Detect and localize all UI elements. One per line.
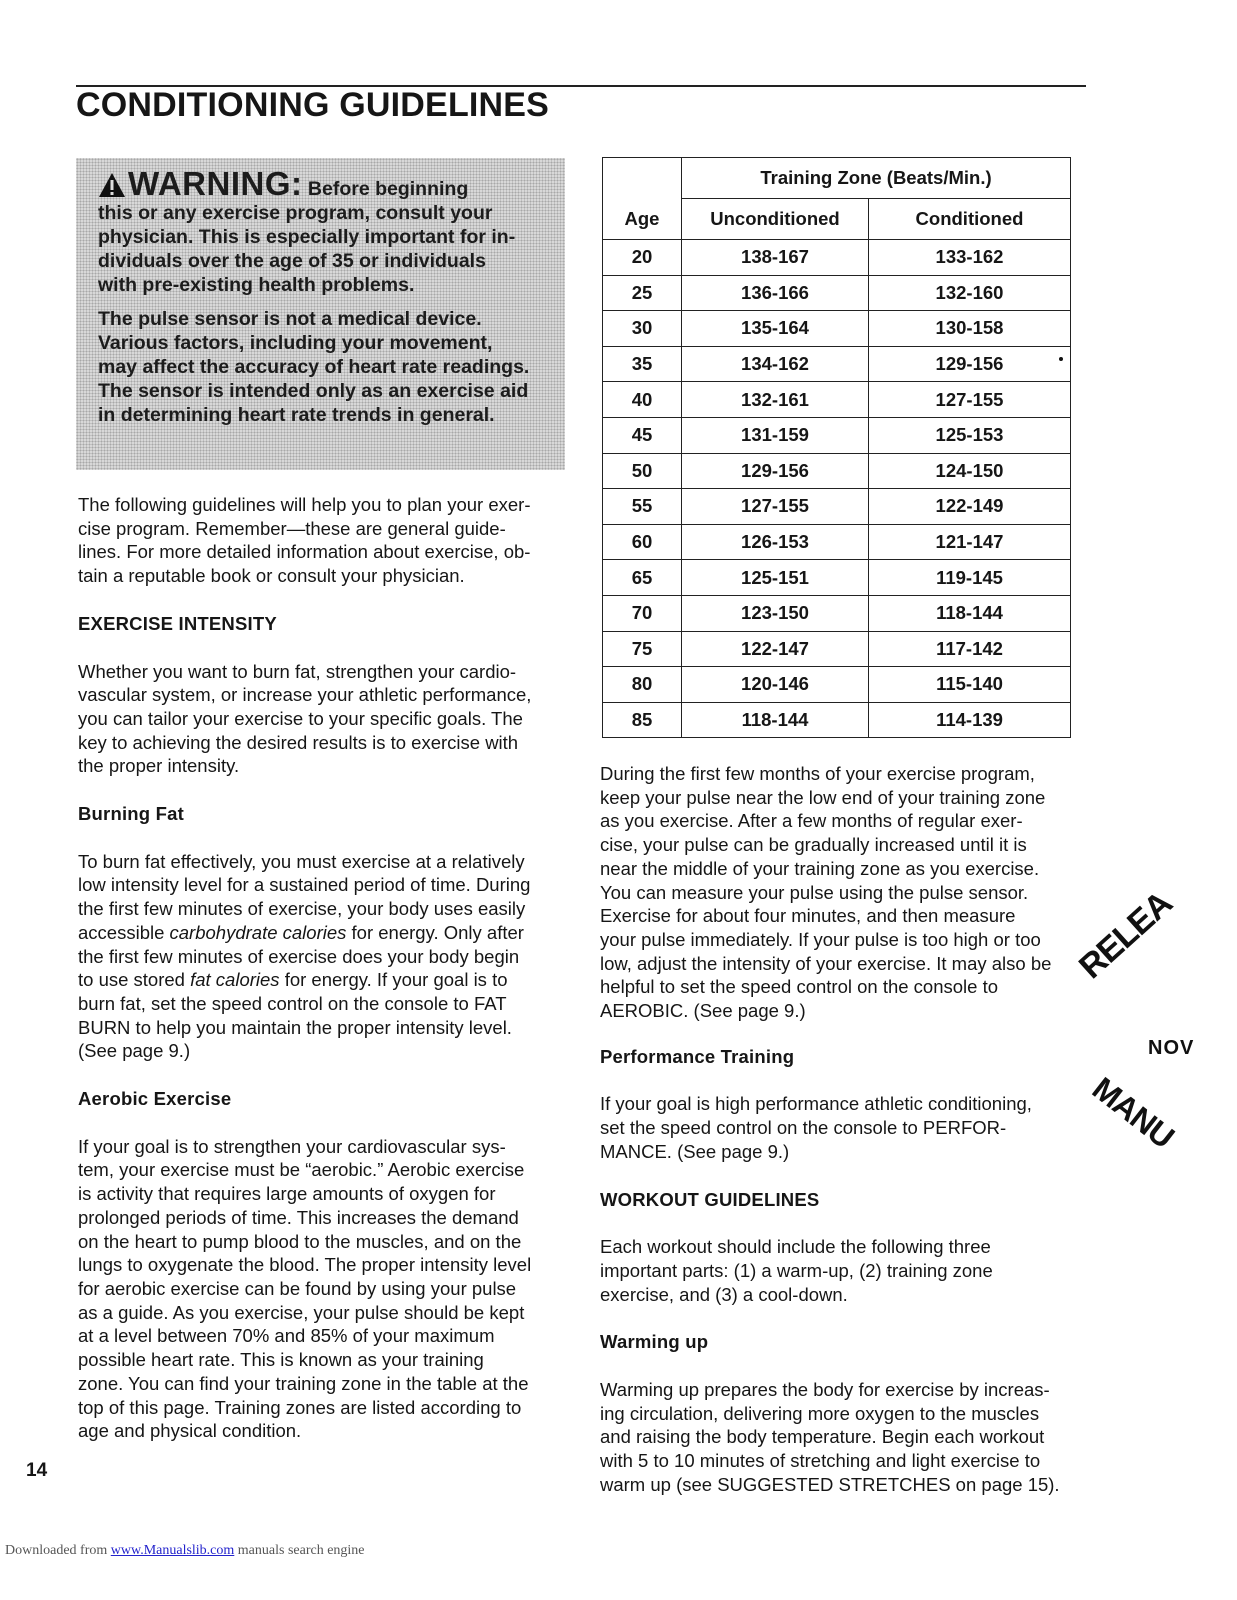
page-number: 14 [26,1460,48,1481]
download-footer: Downloaded from www.Manualslib.com manuals search engine [5,1543,365,1558]
unconditioned-cell: 125-151 [682,560,869,596]
conditioned-cell: 125-153 [869,417,1071,453]
aerobic-exercise-heading: Aerobic Exercise [78,1088,232,1110]
conditioned-cell: 121-147 [869,524,1071,560]
release-stamp-line2: NOV [1148,1037,1195,1059]
warning-line: physician. This is especially important for in- [98,226,516,248]
warning-paragraph-2 [98,307,537,427]
warning-line: The pulse sensor is not a medical device. [98,308,482,330]
table-row [603,595,1071,631]
age-cell: 60 [603,524,682,560]
warning-line: with pre-existing health problems. [98,274,415,296]
age-cell: 35 [603,346,682,382]
unconditioned-cell: 120-146 [682,667,869,703]
warning-paragraph-1 [98,165,537,297]
performance-training-heading: Performance Training [600,1045,795,1067]
conditioned-cell: 118-144 [869,595,1071,631]
page-title: CONDITIONING GUIDELINES [76,86,550,124]
exercise-intensity-heading: EXERCISE INTENSITY [78,612,277,634]
training-zone-header: Training Zone (Beats/Min.) [682,158,1071,199]
warning-line: may affect the accuracy of heart rate readings. [98,356,530,378]
right-column [600,762,1092,1497]
release-stamp-line1: RELEA [1071,884,1180,987]
warning-box [76,158,565,470]
unconditioned-cell: 134-162 [682,346,869,382]
table-row [603,382,1071,418]
age-cell: 20 [603,240,682,276]
age-cell: 70 [603,595,682,631]
training-zone-table [602,157,1071,738]
table-row [603,702,1071,738]
table-row [603,346,1071,382]
warming-up-heading: Warming up [600,1331,709,1353]
age-cell: 80 [603,667,682,703]
warning-line: dividuals over the age of 35 or individuals [98,250,486,272]
warning-line: in determining heart rate trends in general. [98,404,495,426]
table-blank-corner [603,158,682,199]
age-cell: 40 [603,382,682,418]
age-cell: 85 [603,702,682,738]
unconditioned-cell: 131-159 [682,417,869,453]
unconditioned-cell: 138-167 [682,240,869,276]
table-row [603,631,1071,667]
warning-first-words: Before beginning [307,178,469,200]
warning-line: Various factors, including your movement, [98,332,493,354]
warming-paragraph: Warming up prepares the body for exercise by increas- ing circulation, delivering more oxygen to the muscles and raising the body temperature. Begin each workout with 5 to 10 minutes of stretching and light exercise to warm up (see SUGGESTED STRETCHES on page 15). [600,1379,1060,1495]
conditioned-cell: 124-150 [869,453,1071,489]
intro-paragraph: The following guidelines will help you to plan your exer- cise program. Remember—these are general guide- lines. For more detailed information about exercise, ob- tain a reputable book or consult your physician. [78,494,531,587]
workout-guidelines-heading: WORKOUT GUIDELINES [600,1188,820,1210]
table-row [603,524,1071,560]
warning-line: this or any exercise program, consult your [98,202,493,224]
burning-fat-paragraph: To burn fat effectively, you must exercise at a relatively low intensity level for a sustained period of time. During the first few minutes of exercise, your body uses easily accessible carbohydrate calories for energy. Only after the first few minutes of exercise does your body begin to use stored fat calories for energy. If your goal is to burn fat, set the speed control on the console to FAT BURN to help you maintain the proper intensity level. (See page 9.) [78,850,531,1062]
age-cell: 65 [603,560,682,596]
conditioned-cell: 130-158 [869,311,1071,347]
unconditioned-cell: 129-156 [682,453,869,489]
unconditioned-cell: 126-153 [682,524,869,560]
left-column [78,493,578,1443]
conditioned-cell: 119-145 [869,560,1071,596]
unconditioned-column-header: Unconditioned [682,199,869,240]
table-row [603,667,1071,703]
unconditioned-cell: 122-147 [682,631,869,667]
unconditioned-cell: 135-164 [682,311,869,347]
table-row [603,560,1071,596]
table-row [603,489,1071,525]
workout-paragraph: Each workout should include the following three important parts: (1) a warm-up, (2) training zone exercise, and (3) a cool-down. [600,1236,993,1305]
conditioned-cell: 133-162 [869,240,1071,276]
warning-heading: WARNING: [98,165,302,202]
unconditioned-cell: 136-166 [682,275,869,311]
manualslib-link[interactable]: www.Manualslib.com [110,1543,235,1558]
age-column-header: Age [603,199,682,240]
conditioned-cell: 127-155 [869,382,1071,418]
age-cell: 50 [603,453,682,489]
table-row [603,240,1071,276]
burning-fat-heading: Burning Fat [78,803,184,825]
performance-paragraph: If your goal is high performance athletic conditioning, set the speed control on the console to PERFOR- MANCE. (See page 9.) [600,1093,1032,1162]
table-row [603,453,1071,489]
conditioned-cell: 117-142 [869,631,1071,667]
conditioned-cell: 132-160 [869,275,1071,311]
intensity-paragraph: Whether you want to burn fat, strengthen your cardio- vascular system, or increase your athletic performance, you can tailor your exercise to your specific goals. The key to achieving the desired results is to exercise with the proper intensity. [78,660,532,777]
age-cell: 45 [603,417,682,453]
unconditioned-cell: 123-150 [682,595,869,631]
table-row [603,275,1071,311]
release-stamp-line3: MANU [1085,1070,1181,1155]
fat-calories-term: fat calories [190,969,280,991]
aerobic-paragraph: If your goal is to strengthen your cardiovascular sys- tem, your exercise must be “aerobic.” Aerobic exercise is activity that requires large amounts of oxygen for prolonged periods of time. This increases the demand on the heart to pump blood to the muscles, and on the lungs to oxygenate the blood. The proper intensity level for aerobic exercise can be found by using your pulse as a guide. As you exercise, your pulse should be kept at a level between 70% and 85% of your maximum possible heart rate. This is known as your training zone. You can find your training zone in the table at the top of this page. Training zones are listed according to age and physical condition. [78,1135,532,1442]
unconditioned-cell: 118-144 [682,702,869,738]
carbohydrate-calories-term: carbohydrate calories [169,921,347,943]
unconditioned-cell: 127-155 [682,489,869,525]
warning-line: The sensor is intended only as an exercise aid [98,380,529,402]
table-row [603,311,1071,347]
conditioned-column-header: Conditioned [869,199,1071,240]
conditioned-cell: 122-149 [869,489,1071,525]
scan-speck [1059,357,1063,361]
age-cell: 55 [603,489,682,525]
age-cell: 75 [603,631,682,667]
warning-triangle-icon [98,172,126,199]
conditioned-cell: 114-139 [869,702,1071,738]
training-zone-paragraph: During the first few months of your exercise program, keep your pulse near the low end of your training zone as you exercise. After a few months of regular exer- cise, your pulse can be gradually increased until it is near the middle of your training zone as you exercise. You can measure your pulse using the pulse sensor. Exercise for about four minutes, and then measure your pulse immediately. If your pulse is too high or too low, adjust the intensity of your exercise. It may also be helpful to set the speed control on the console to AEROBIC. (See page 9.) [600,763,1052,1022]
table-row [603,417,1071,453]
conditioned-cell: 115-140 [869,667,1071,703]
age-cell: 30 [603,311,682,347]
unconditioned-cell: 132-161 [682,382,869,418]
conditioned-cell: 129-156 [869,346,1071,382]
age-cell: 25 [603,275,682,311]
